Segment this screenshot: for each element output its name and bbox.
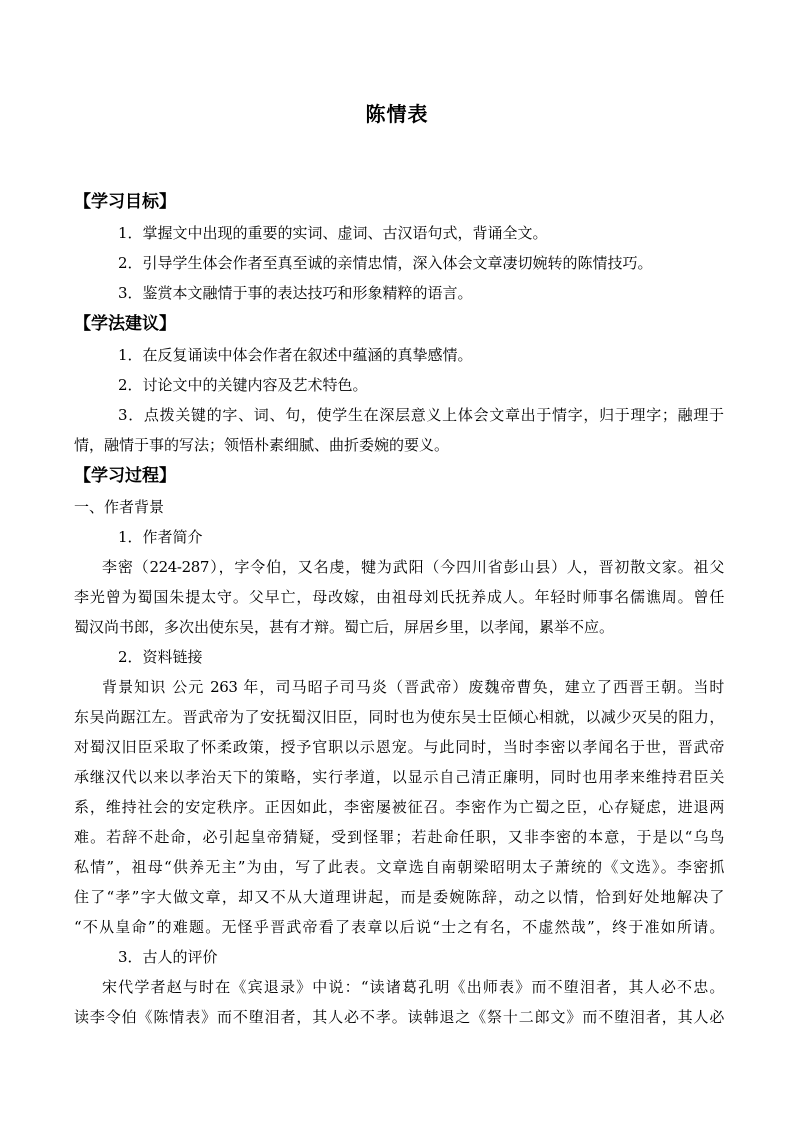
subheading-author-intro: 1．作者简介 xyxy=(118,528,203,546)
background-line-5: 系，维持社会的安定秩序。正因如此，李密屡被征召。李密作为亡蜀之臣，心存疑虑，进退两 xyxy=(74,798,724,816)
background-line-4: 承继汉代以来以孝治天下的策略，实行孝道，以显示自己清正廉明，同时也用孝来维持君臣关 xyxy=(74,768,724,786)
method-item-1: 1．在反复诵读中体会作者在叙述中蕴涵的真挚感情。 xyxy=(118,346,473,364)
section-heading-process: 【学习过程】 xyxy=(74,466,176,486)
subheading-materials: 2．资料链接 xyxy=(118,648,203,666)
evaluation-line-2: 读李令伯《陈情表》而不堕泪者，其人必不孝。读韩退之《祭十二郎文》而不堕泪者，其人必 xyxy=(74,1008,724,1026)
method-item-3-line-1: 3．点拨关键的字、词、句，使学生在深层意义上体会文章出于情字，归于理字；融理于 xyxy=(118,406,724,424)
background-line-1: 背景知识 公元 263 年，司马昭子司马炎（晋武帝）废魏帝曹奂，建立了西晋王朝。当时 xyxy=(102,678,724,696)
part-heading-author-background: 一、作者背景 xyxy=(74,498,165,516)
page-title: 陈情表 xyxy=(365,102,429,126)
method-item-2: 2．讨论文中的关键内容及艺术特色。 xyxy=(118,376,368,394)
subheading-evaluation: 3．古人的评价 xyxy=(118,948,218,966)
background-line-9: “不从皇命”的难题。无怪乎晋武帝看了表章以后说“士之有名，不虚然哉”，终于准如所请。 xyxy=(74,918,724,936)
section-heading-goals: 【学习目标】 xyxy=(74,192,176,212)
goal-item-3: 3．鉴赏本文融情于事的表达技巧和形象精粹的语言。 xyxy=(118,284,473,302)
background-line-7: 私情”，祖母“供养无主”为由，写了此表。文章选自南朝梁昭明太子萧统的《文选》。李密抓 xyxy=(74,858,724,876)
background-line-8: 住了“孝”字大做文章，却又不从大道理讲起，而是委婉陈辞，动之以情，恰到好处地解决了 xyxy=(74,888,724,906)
background-line-2: 东吴尚踞江左。晋武帝为了安抚蜀汉旧臣，同时也为使东吴士臣倾心相就，以减少灭吴的阻力， xyxy=(74,708,724,726)
section-heading-methods: 【学法建议】 xyxy=(74,314,176,334)
document-body xyxy=(74,186,724,1032)
evaluation-line-1: 宋代学者赵与时在《宾退录》中说：“读诸葛孔明《出师表》而不堕泪者，其人必不忠。 xyxy=(102,978,724,996)
goal-item-2: 2．引导学生体会作者至真至诚的亲情忠情，深入体会文章凄切婉转的陈情技巧。 xyxy=(118,254,653,272)
goal-item-1: 1．掌握文中出现的重要的实词、虚词、古汉语句式，背诵全文。 xyxy=(118,224,548,242)
bio-line-1: 李密（224-287），字令伯，又名虔，犍为武阳（今四川省彭山县）人，晋初散文家。祖父 xyxy=(102,558,724,576)
method-item-3-line-2: 情，融情于事的写法；领悟朴素细腻、曲折委婉的要义。 xyxy=(74,436,450,454)
bio-line-2: 李光曾为蜀国朱提太守。父早亡，母改嫁，由祖母刘氏抚养成人。年轻时师事名儒谯周。曾任 xyxy=(74,588,724,606)
background-line-3: 对蜀汉旧臣采取了怀柔政策，授予官职以示恩宠。与此同时，当时李密以孝闻名于世，晋武帝 xyxy=(74,738,724,756)
background-line-6: 难。若辞不赴命，必引起皇帝猜疑，受到怪罪；若赴命任职，又非李密的本意，于是以“乌鸟 xyxy=(74,828,724,846)
bio-line-3: 蜀汉尚书郎，多次出使东吴，甚有才辩。蜀亡后，屏居乡里，以孝闻，累举不应。 xyxy=(74,618,615,636)
